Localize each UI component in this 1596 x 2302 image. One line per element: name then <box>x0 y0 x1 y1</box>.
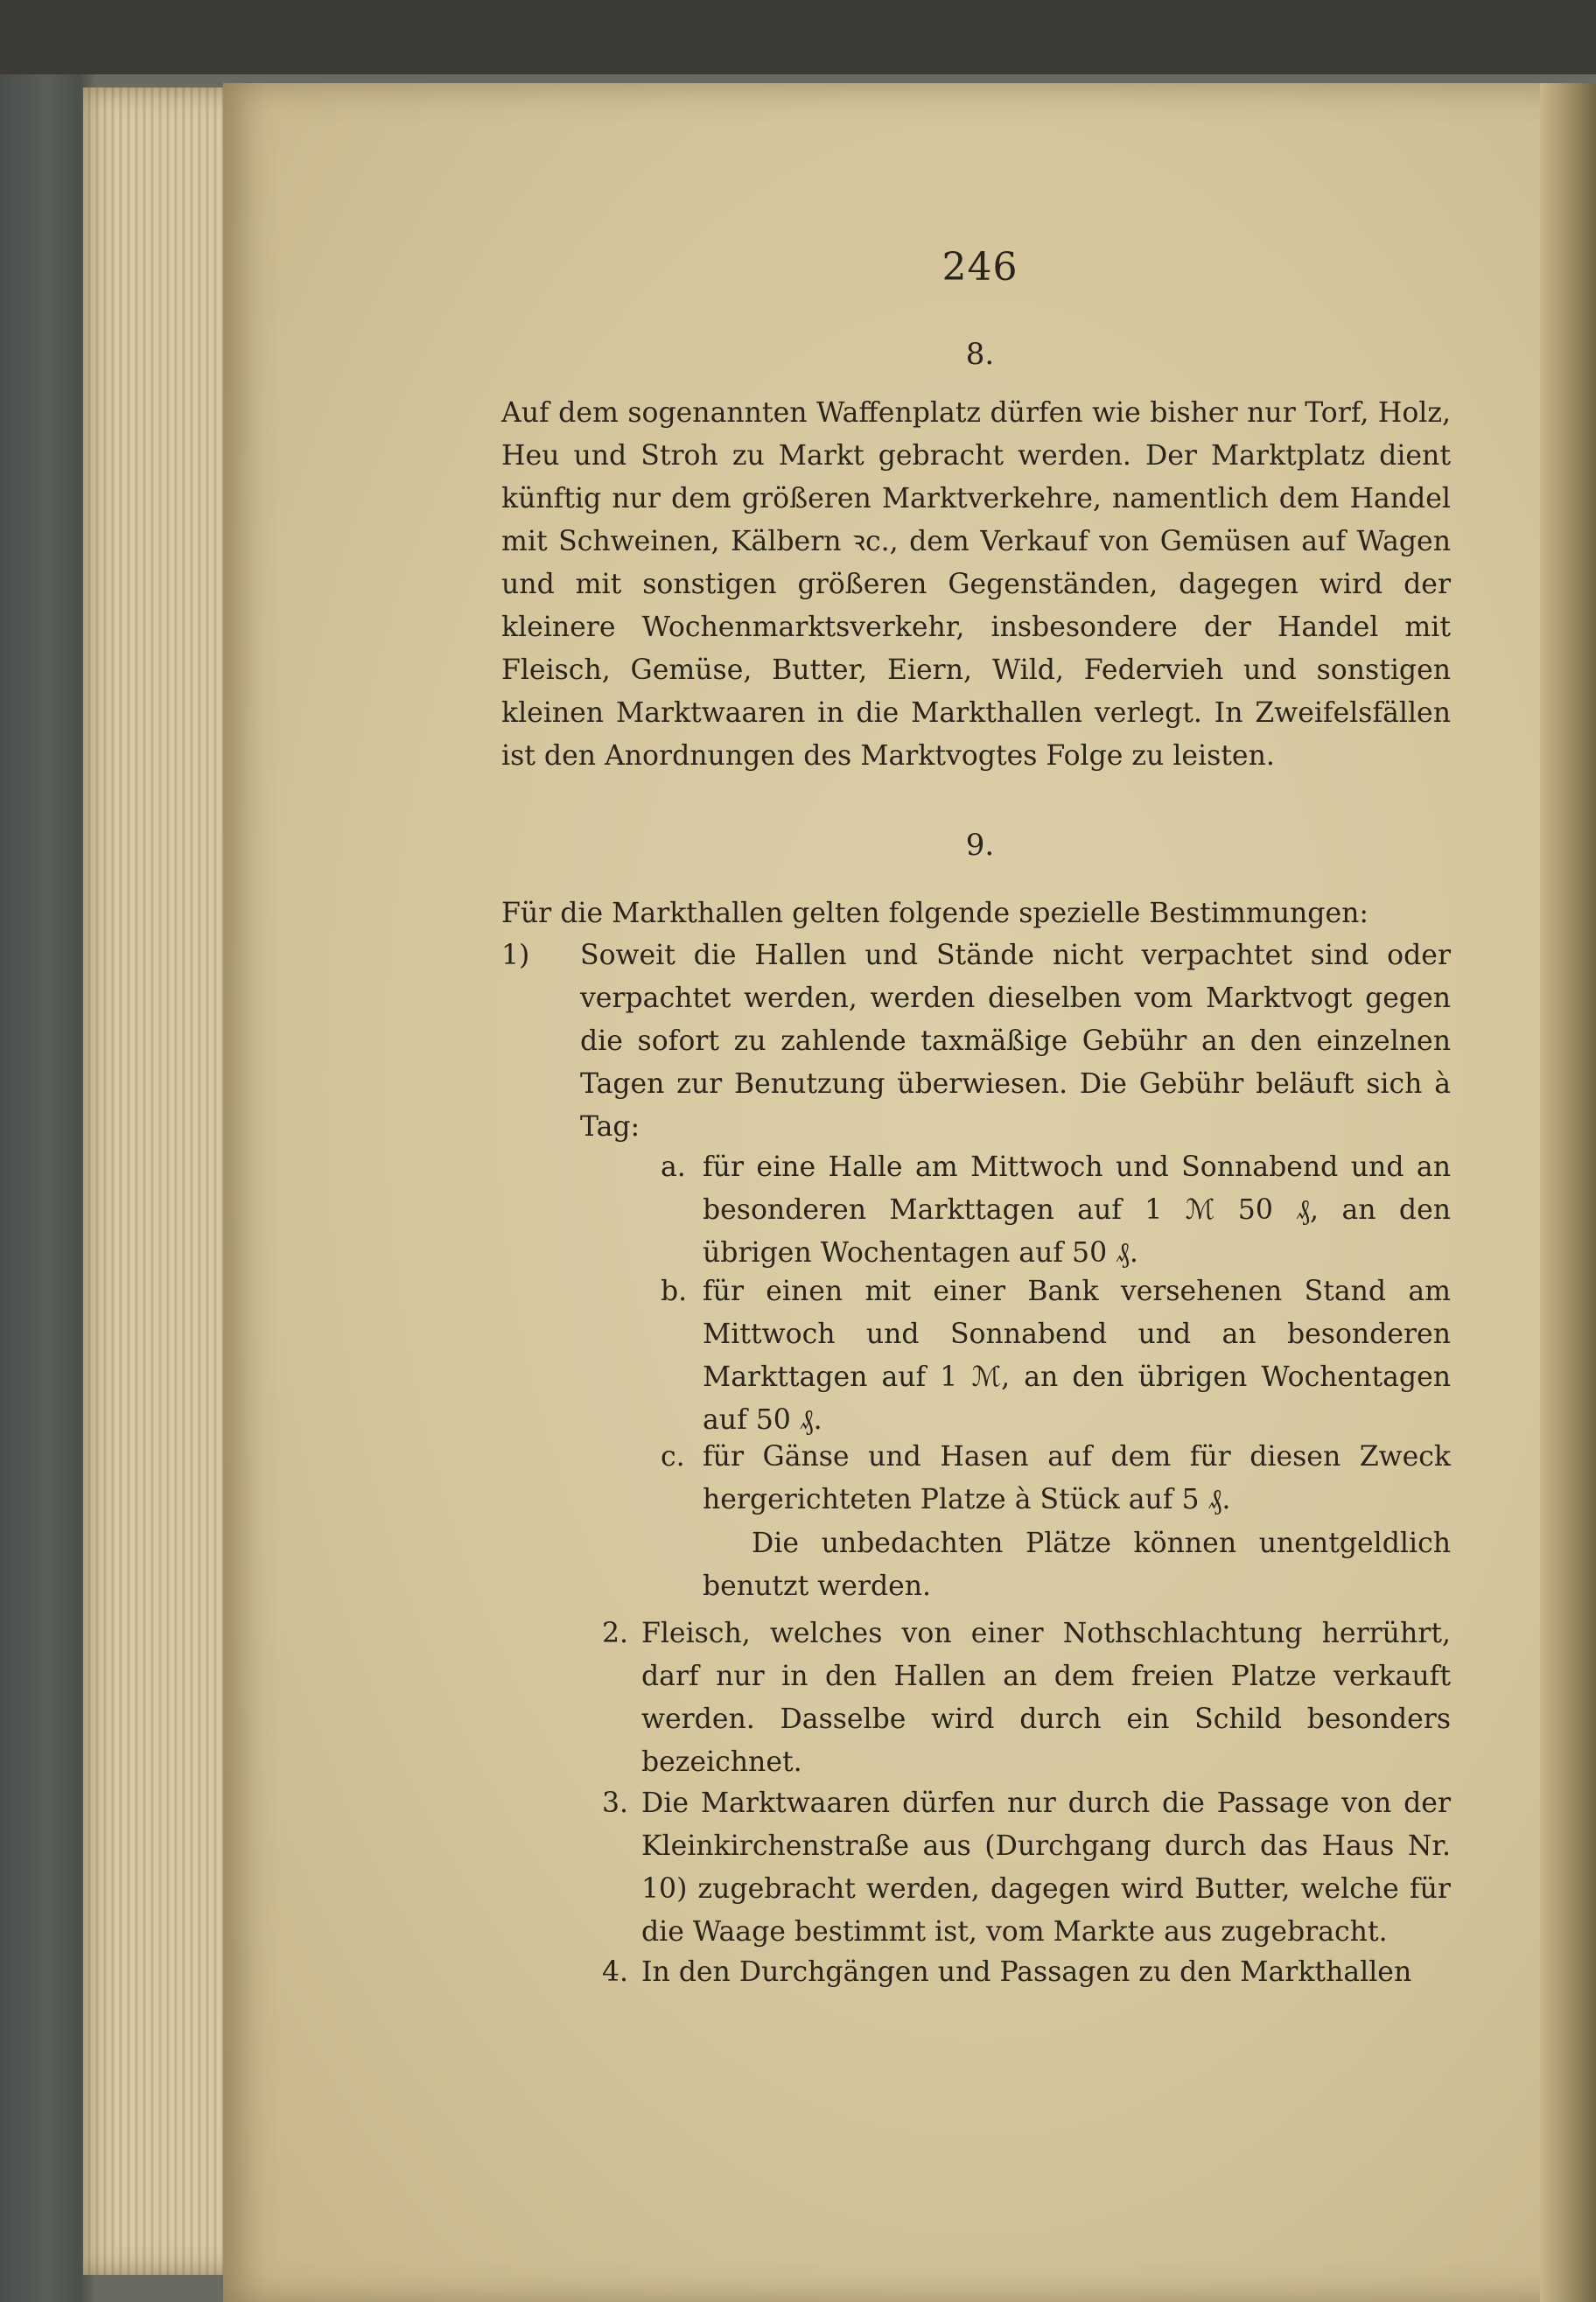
section-9-intro: Für die Markthallen gelten folgende spezielle Bestimmungen: <box>501 898 1368 929</box>
page-gutter <box>1540 83 1596 2302</box>
item-3-text: Die Marktwaaren dürfen nur durch die Passage von der Kleinkirchenstraße aus (Durchgang durch das Haus Nr. 10) zugebracht werden, dagegen wird Butter, welche für die Waage bestimmt ist, vom Markte aus zugebracht. <box>641 1788 1451 1948</box>
item-1-note: Die unbedachten Plätze können unentgeldlich benutzt werden. <box>703 1528 1451 1602</box>
sub-b-text: für einen mit einer Bank versehenen Stand am Mittwoch und Sonnabend und an besonderen Markttagen auf 1 ℳ, an den übrigen Wochentagen auf 50 ₰. <box>703 1276 1451 1436</box>
page-number: 246 <box>942 245 1018 290</box>
sub-a-text: für eine Halle am Mittwoch und Sonnabend und an besonderen Markttagen auf 1 ℳ 50 ₰, an den übrigen Wochentagen auf 50 ₰. <box>703 1151 1451 1269</box>
item-1-marker: 1) <box>501 940 530 971</box>
item-4-marker: 4. <box>602 1956 629 1988</box>
section-heading-8: 8. <box>965 337 995 372</box>
sub-c-marker: c. <box>661 1441 685 1473</box>
sub-c-text: für Gänse und Hasen auf dem für diesen Zweck hergerichteten Platze à Stück auf 5 ₰. <box>703 1441 1451 1515</box>
item-1-text: Soweit die Hallen und Stände nicht verpachtet sind oder verpachtet werden, werden dieselben vom Marktvogt gegen die sofort zu zahlende taxmäßige Gebühr an den einzelnen Tagen zur Benutzung überwiesen. Die Gebühr beläuft sich à Tag: <box>580 940 1451 1143</box>
section-8-paragraph <box>501 392 1451 778</box>
item-2-text: Fleisch, welches von einer Nothschlachtung herrührt, darf nur in den Hallen an dem freien Platze verkauft werden. Dasselbe wird durch ein Schild besonders bezeichnet. <box>641 1618 1451 1778</box>
section-heading-9: 9. <box>965 828 995 863</box>
item-2-marker: 2. <box>602 1618 629 1649</box>
section-8-text: Auf dem sogenannten Waffenplatz dürfen wie bisher nur Torf, Holz, Heu und Stroh zu Markt gebracht werden. Der Marktplatz dient künftig nur dem größeren Marktverkehre, namentlich dem Handel mit Schweinen, Kälbern ꝛc., dem Verkauf von Gemüsen auf Wagen und mit sonstigen größeren Gegenständen, dagegen wird der kleinere Wochenmarktsverkehr, insbesondere der Handel mit Fleisch, Gemüse, Butter, Eiern, Wild, Federvieh und sonstigen kleinen Marktwaaren in die Markthallen verlegt. In Zweifelsfällen ist den Anordnungen des Marktvogtes Folge zu leisten. <box>501 397 1451 772</box>
item-4-text: In den Durchgängen und Passagen zu den Markthallen <box>641 1956 1412 1988</box>
sub-a-marker: a. <box>661 1151 686 1183</box>
sub-b-marker: b. <box>661 1276 688 1307</box>
item-3-marker: 3. <box>602 1788 629 1819</box>
